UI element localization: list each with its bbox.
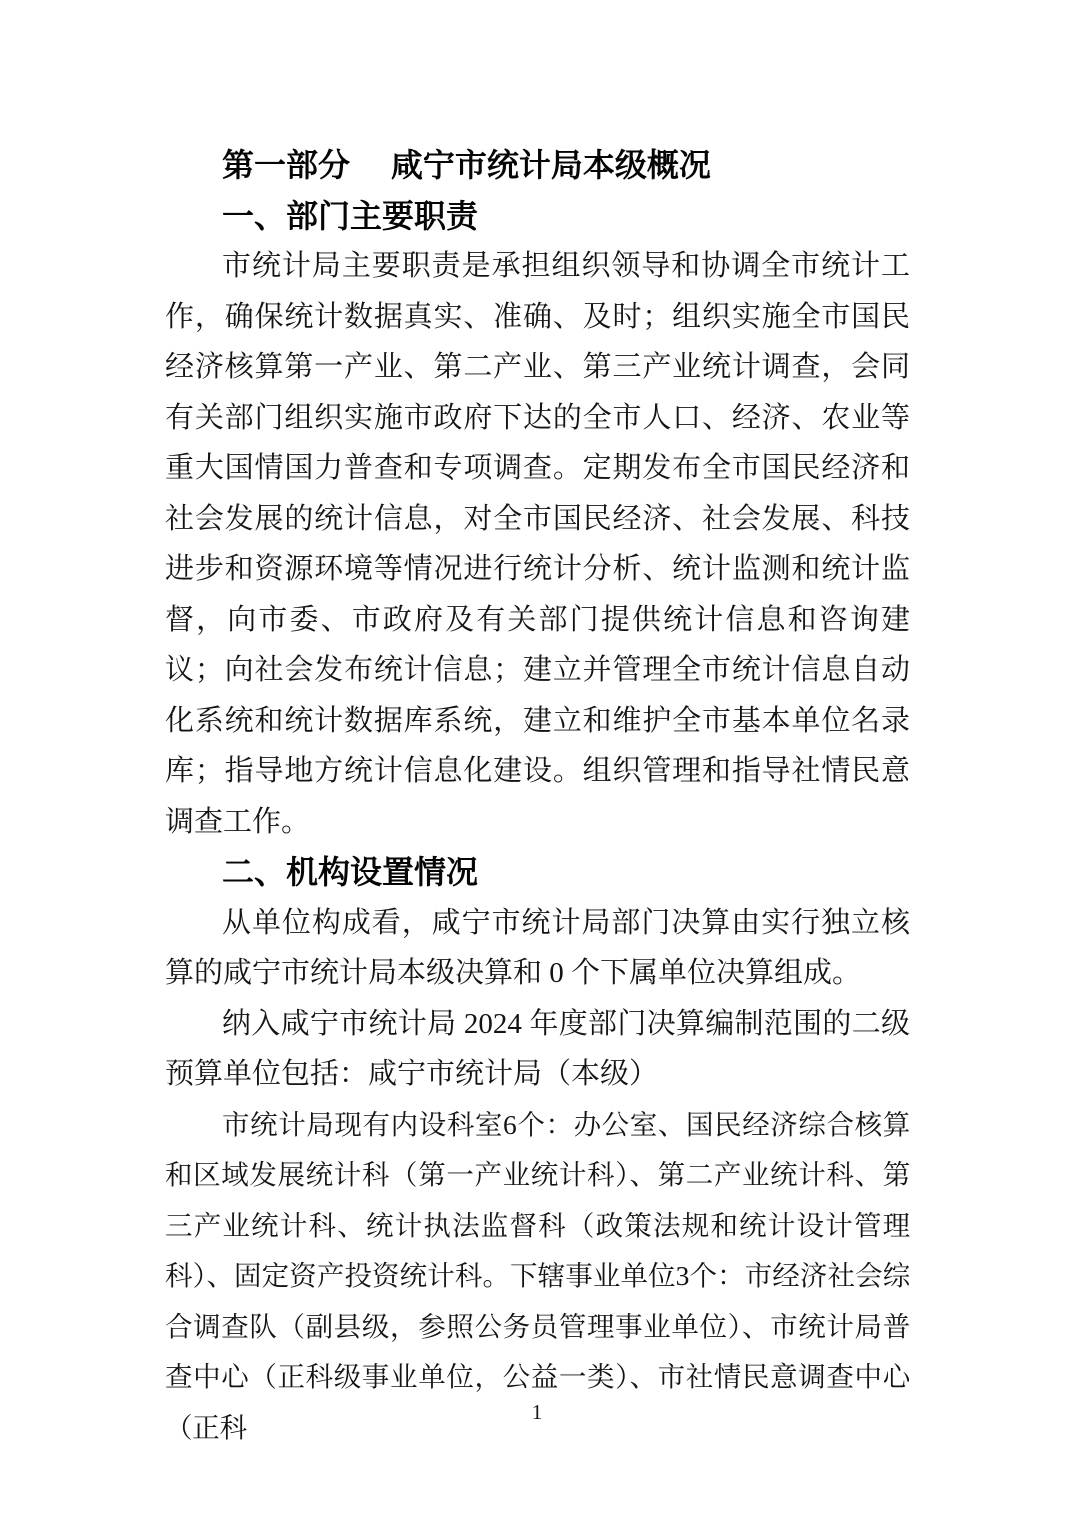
document-content <box>165 140 910 1453</box>
paragraph-main-duties: 市统计局主要职责是承担组织领导和协调全市统计工作，确保统计数据真实、准确、及时；组织实施全市国民经济核算第一产业、第二产业、第三产业统计调查，会同有关部门组织实施市政府下达的全市人口、经济、农业等重大国情国力普查和专项调查。定期发布全市国民经济和社会发展的统计信息，对全市国民经济、社会发展、科技进步和资源环境等情况进行统计分析、统计监测和统计监督，向市委、市政府及有关部门提供统计信息和咨询建议；向社会发布统计信息；建立并管理全市统计信息自动化系统和统计数据库系统，建立和维护全市基本单位名录库；指导地方统计信息化建设。组织管理和指导社情民意调查工作。 <box>165 250 910 838</box>
paragraph-unit-composition: 从单位构成看，咸宁市统计局部门决算由实行独立核算的咸宁市统计局本级决算和 0 个下属单位决算组成。 <box>165 906 910 989</box>
paragraph-internal-offices: 市统计局现有内设科室6个：办公室、国民经济综合核算和区域发展统计科（第一产业统计科）、第二产业统计科、第三产业统计科、统计执法监督科（政策法规和统计设计管理科）、固定资产投资统计科。下辖事业单位3个：市经济社会综合调查队（副县级，参照公务员管理事业单位）、市统计局普查中心（正科级事业单位，公益一类）、市社情民意调查中心（正科 <box>165 1108 910 1443</box>
section-heading-duties: 一、部门主要职责 <box>222 197 479 234</box>
paragraph-budget-units: 纳入咸宁市统计局 2024 年度部门决算编制范围的二级预算单位包括：咸宁市统计局（本级） <box>165 1007 910 1090</box>
section-heading-organization: 二、机构设置情况 <box>222 854 479 890</box>
page-number: 1 <box>531 1400 543 1424</box>
part-heading: 第一部分 咸宁市统计局本级概况 <box>222 147 711 183</box>
